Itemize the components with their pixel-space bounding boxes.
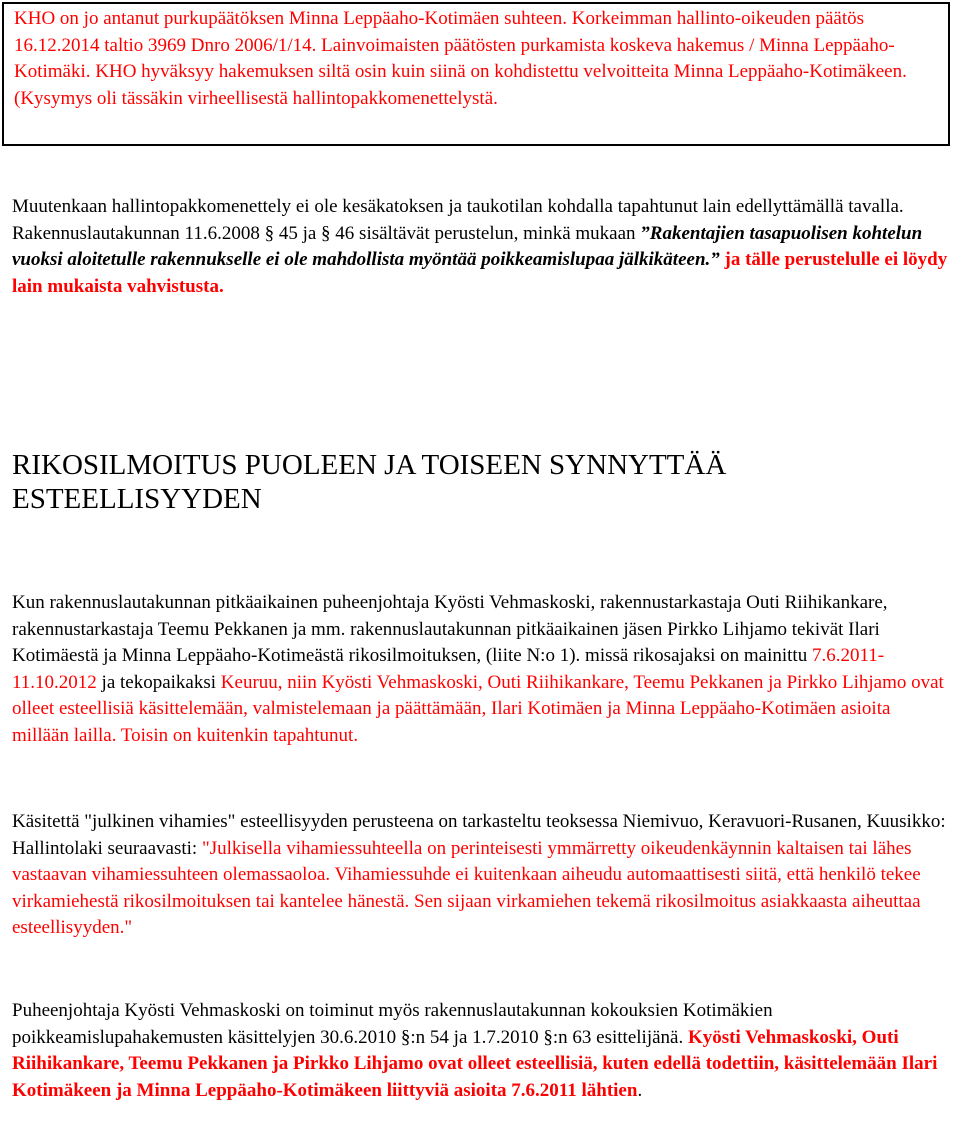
paragraph-hallintopakko (12, 194, 952, 300)
paragraph-julkinen-vihamies-text: Käsitettä "julkinen vihamies" esteellisyyden perusteena on tarkasteltu teoksessa Niemivuo, Keravuori-Rusanen, Kuusikko: Hallintolaki seuraavasti: (12, 811, 946, 859)
red-bold-remark: ja tälle perustelulle ei löydy lain mukaista vahvistusta. (12, 249, 948, 297)
paragraph-puheenjohtaja-end: . (637, 1079, 643, 1101)
paragraph-julkinen-vihamies (12, 809, 952, 942)
quoted-reasoning: ”Rakentajien tasapuolisen kohtelun vuoksi aloitetulle rakennukselle ei ole mahdollista myöntää poikkeamislupaa jälkikäteen.” (12, 222, 923, 270)
paragraph-puheenjohtaja (12, 998, 952, 1104)
boxed-notice (2, 2, 950, 146)
paragraph-rikosilmoitus (12, 590, 952, 749)
paragraph-rikosilmoitus-text-2: ja tekopaikaksi (96, 671, 221, 693)
paragraph-rikosilmoitus-text-1: Kun rakennuslautakunnan pitkäaikainen puheenjohtaja Kyösti Vehmaskoski, rakennustarkastaja Outi Riihikankare, rakennustarkastaja Teemu Pekkanen ja mm. rakennuslautakunnan pitkäaikainen jäsen Pirkko Lihjamo tekivät Ilari Kotimäestä ja Minna Leppäaho-Kotimeästä rikosilmoituksen, (liite N:o 1). missä rikosajaksi on mainittu (12, 592, 888, 666)
crime-date-range: 7.6.2011-11.10.2012 (12, 645, 885, 693)
boxed-notice-text: KHO on jo antanut purkupäätöksen Minna Leppäaho-Kotimäen suhteen. Korkeimman hallinto-oikeuden päätös 16.12.2014 taltio 3969 Dnro 2006/1/14. Lainvoimaisten päätösten purkamista koskeva hakemus / Minna Leppäaho-Kotimäki. KHO hyväksyy hakemuksen siltä osin kuin siinä on kohdistettu velvoitteita Minna Leppäaho-Kotimäkeen. (Kysymys oli tässäkin virheellisestä hallintopakkomenettelystä. (14, 8, 907, 109)
esteellisyys-statement: Keuruu, niin Kyösti Vehmaskoski, Outi Riihikankare, Teemu Pekkanen ja Pirkko Lihjamo ovat olleet esteellisiä käsittelemään, valmistelemaan ja päättämään, Ilari Kotimäen ja Minna Leppäaho-Kotimäen asioita millään lailla. Toisin on kuitenkin tapahtunut. (12, 671, 944, 746)
paragraph-hallintopakko-text: Muutenkaan hallintopakkomenettely ei ole kesäkatoksen ja taukotilan kohdalla tapahtunut lain edellyttämällä tavalla. Rakennuslautakunnan 11.6.2008 § 45 ja § 46 sisältävät perustelun, minkä mukaan (12, 196, 904, 244)
paragraph-puheenjohtaja-text: Puheenjohtaja Kyösti Vehmaskoski on toiminut myös rakennuslautakunnan kokouksien Kotimäkien poikkeamislupahakemusten käsittelyjen 30.6.2010 §:n 54 ja 1.7.2010 §:n 63 esittelijänä. (12, 1000, 773, 1048)
section-heading: RIKOSILMOITUS PUOLEEN JA TOISEEN SYNNYTTÄÄ ESTEELLISYYDEN (12, 449, 727, 515)
hallintolaki-quote: "Julkisella vihamiessuhteella on perinteisesti ymmärretty oikeudenkäynnin kaltaisen tai lähes vastaavan vihamiessuhteen olemassaoloa. Vihamiessuhde ei kuitenkaan aiheudu automaattisesti siitä, että henkilö tekee virkamiehestä rikosilmoituksen tai kantelee hänestä. Sen sijaan virkamiehen tekemä rikosilmoitus asiakkaasta aiheuttaa esteellisyyden." (12, 837, 921, 938)
red-bold-conclusion: Kyösti Vehmaskoski, Outi Riihikankare, Teemu Pekkanen ja Pirkko Lihjamo ovat olleet esteellisiä, kuten edellä todettiin, käsittelemään Ilari Kotimäkeen ja Minna Leppäaho-Kotimäkeen liittyviä asioita 7.6.2011 lähtien (12, 1026, 938, 1101)
